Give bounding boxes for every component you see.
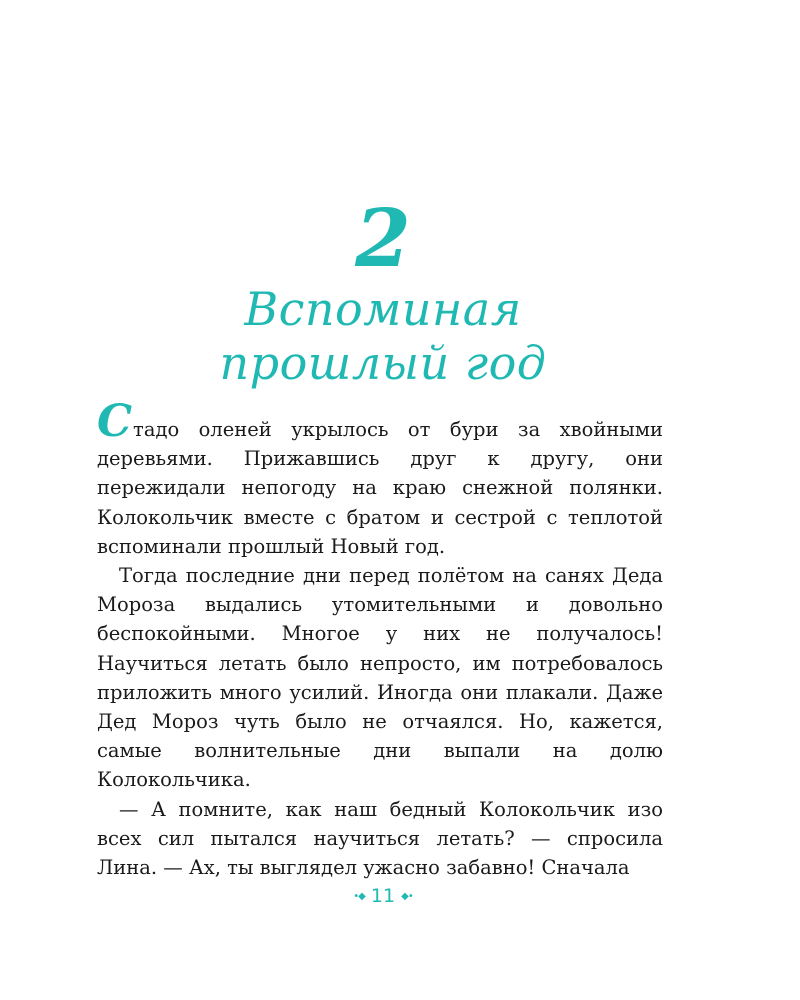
chapter-title-line-2: прошлый год <box>219 336 547 390</box>
paragraph-1-text: тадо оленей укрылось от бури за хвойными деревьями. Прижавшись друг к другу, они пережидали непогоду на краю снежной полянки. Колокольчик вместе с братом и сестрой с теплотой вспоминали прошлый Новый год. <box>97 418 663 558</box>
chapter-number: 2 <box>355 191 411 285</box>
chapter-title <box>0 282 766 390</box>
page-number-footer <box>0 885 766 907</box>
chapter-body <box>97 396 663 882</box>
ornament-right-icon: ◆• <box>401 891 413 902</box>
page-number: 11 <box>370 885 396 907</box>
paragraph-1 <box>97 396 663 561</box>
ornament-left-icon: •◆ <box>353 891 365 902</box>
paragraph-2: Тогда последние дни перед полётом на санях Деда Мороза выдались утомительными и довольно беспокойными. Многое у них не получалось! Научиться летать было непросто, им потребовалось приложить много усилий. Иногда они плакали. Даже Дед Мороз чуть было не отчаялся. Но, кажется, самые волнительные дни выпали на долю Колокольчика. <box>97 564 663 792</box>
chapter-title-line-1: Вспоминая <box>244 282 522 336</box>
paragraph-3: — А помните, как наш бедный Колокольчик изо всех сил пытался научиться летать? — спросила Лина. — Ах, ты выглядел ужасно забавно! Сначала <box>97 797 663 880</box>
drop-cap: С <box>97 396 133 447</box>
